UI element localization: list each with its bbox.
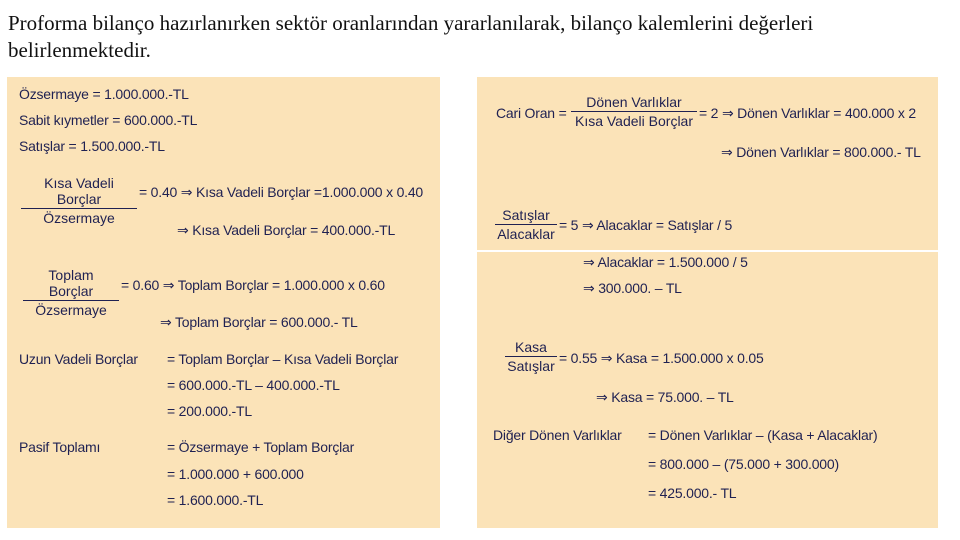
- diger-donen-line-2: = 800.000 – (75.000 + 300.000): [648, 456, 839, 472]
- kasa-result: ⇒ Kasa = 75.000. – TL: [596, 389, 734, 405]
- uvb-label: Uzun Vadeli Borçlar: [19, 351, 138, 367]
- cari-numerator: Dönen Varlıklar: [571, 94, 697, 112]
- alacak-line-1: ⇒ Alacaklar = 1.500.000 / 5: [583, 254, 748, 270]
- uvb-line-2: = 600.000.-TL – 400.000.-TL: [167, 377, 340, 393]
- alacak-denominator: Alacaklar: [497, 226, 555, 242]
- pasif-line-3: = 1.600.000.-TL: [167, 492, 264, 508]
- diger-donen-label: Diğer Dönen Varlıklar: [493, 427, 622, 443]
- uvb-line-3: = 200.000.-TL: [167, 403, 252, 419]
- sabit-kiymetler-line: Sabit kıymetler = 600.000.-TL: [19, 112, 198, 128]
- kvb-equation: = 0.40 ⇒ Kısa Vadeli Borçlar =1.000.000 x 0.40: [139, 184, 424, 200]
- tb-denominator: Özsermaye: [35, 302, 107, 318]
- tb-equation: = 0.60 ⇒ Toplam Borçlar = 1.000.000 x 0.60: [121, 277, 385, 293]
- ozsermaye-line: Özsermaye = 1.000.000.-TL: [19, 86, 189, 102]
- cari-oran-label: Cari Oran =: [496, 105, 567, 121]
- kvb-result: ⇒ Kısa Vadeli Borçlar = 400.000.-TL: [177, 222, 396, 238]
- pasif-line-2: = 1.000.000 + 600.000: [167, 466, 304, 482]
- pasif-label: Pasif Toplamı: [19, 439, 101, 455]
- alacak-fraction: [495, 207, 557, 242]
- kvb-fraction: [21, 175, 137, 226]
- slide-title: Proforma bilanço hazırlanırken sektör oranlarından yararlanılarak, bilanço kalemlerini değerleri belirlenmektedir.: [8, 11, 814, 62]
- diger-donen-line-1: = Dönen Varlıklar – (Kasa + Alacaklar): [648, 427, 878, 443]
- right-panel-divider: [477, 250, 938, 252]
- cari-result: ⇒ Dönen Varlıklar = 800.000.- TL: [721, 144, 921, 160]
- left-calculation-panel: [7, 77, 440, 528]
- kasa-denominator: Satışlar: [507, 358, 555, 374]
- kasa-equation: = 0.55 ⇒ Kasa = 1.500.000 x 0.05: [559, 350, 764, 366]
- kasa-numerator: Kasa: [505, 339, 557, 357]
- tb-fraction: [23, 267, 119, 318]
- kasa-fraction: [505, 339, 557, 374]
- cari-denominator: Kısa Vadeli Borçlar: [574, 113, 693, 129]
- diger-donen-line-3: = 425.000.- TL: [648, 485, 737, 501]
- satislar-line: Satışlar = 1.500.000.-TL: [19, 138, 165, 154]
- pasif-line-1: = Özsermaye + Toplam Borçlar: [167, 439, 355, 455]
- tb-result: ⇒ Toplam Borçlar = 600.000.- TL: [160, 314, 358, 330]
- alacak-numerator: Satışlar: [495, 207, 557, 225]
- kvb-numerator: Kısa Vadeli Borçlar: [21, 175, 137, 209]
- cari-equation: = 2 ⇒ Dönen Varlıklar = 400.000 x 2: [699, 105, 916, 121]
- kvb-denominator: Özsermaye: [43, 210, 115, 226]
- alacak-equation: = 5 ⇒ Alacaklar = Satışlar / 5: [559, 217, 733, 233]
- cari-fraction: [571, 94, 697, 129]
- alacak-line-2: ⇒ 300.000. – TL: [583, 280, 682, 296]
- uvb-line-1: = Toplam Borçlar – Kısa Vadeli Borçlar: [167, 351, 399, 367]
- right-calculation-panel: [477, 77, 938, 528]
- tb-numerator: Toplam Borçlar: [23, 267, 119, 301]
